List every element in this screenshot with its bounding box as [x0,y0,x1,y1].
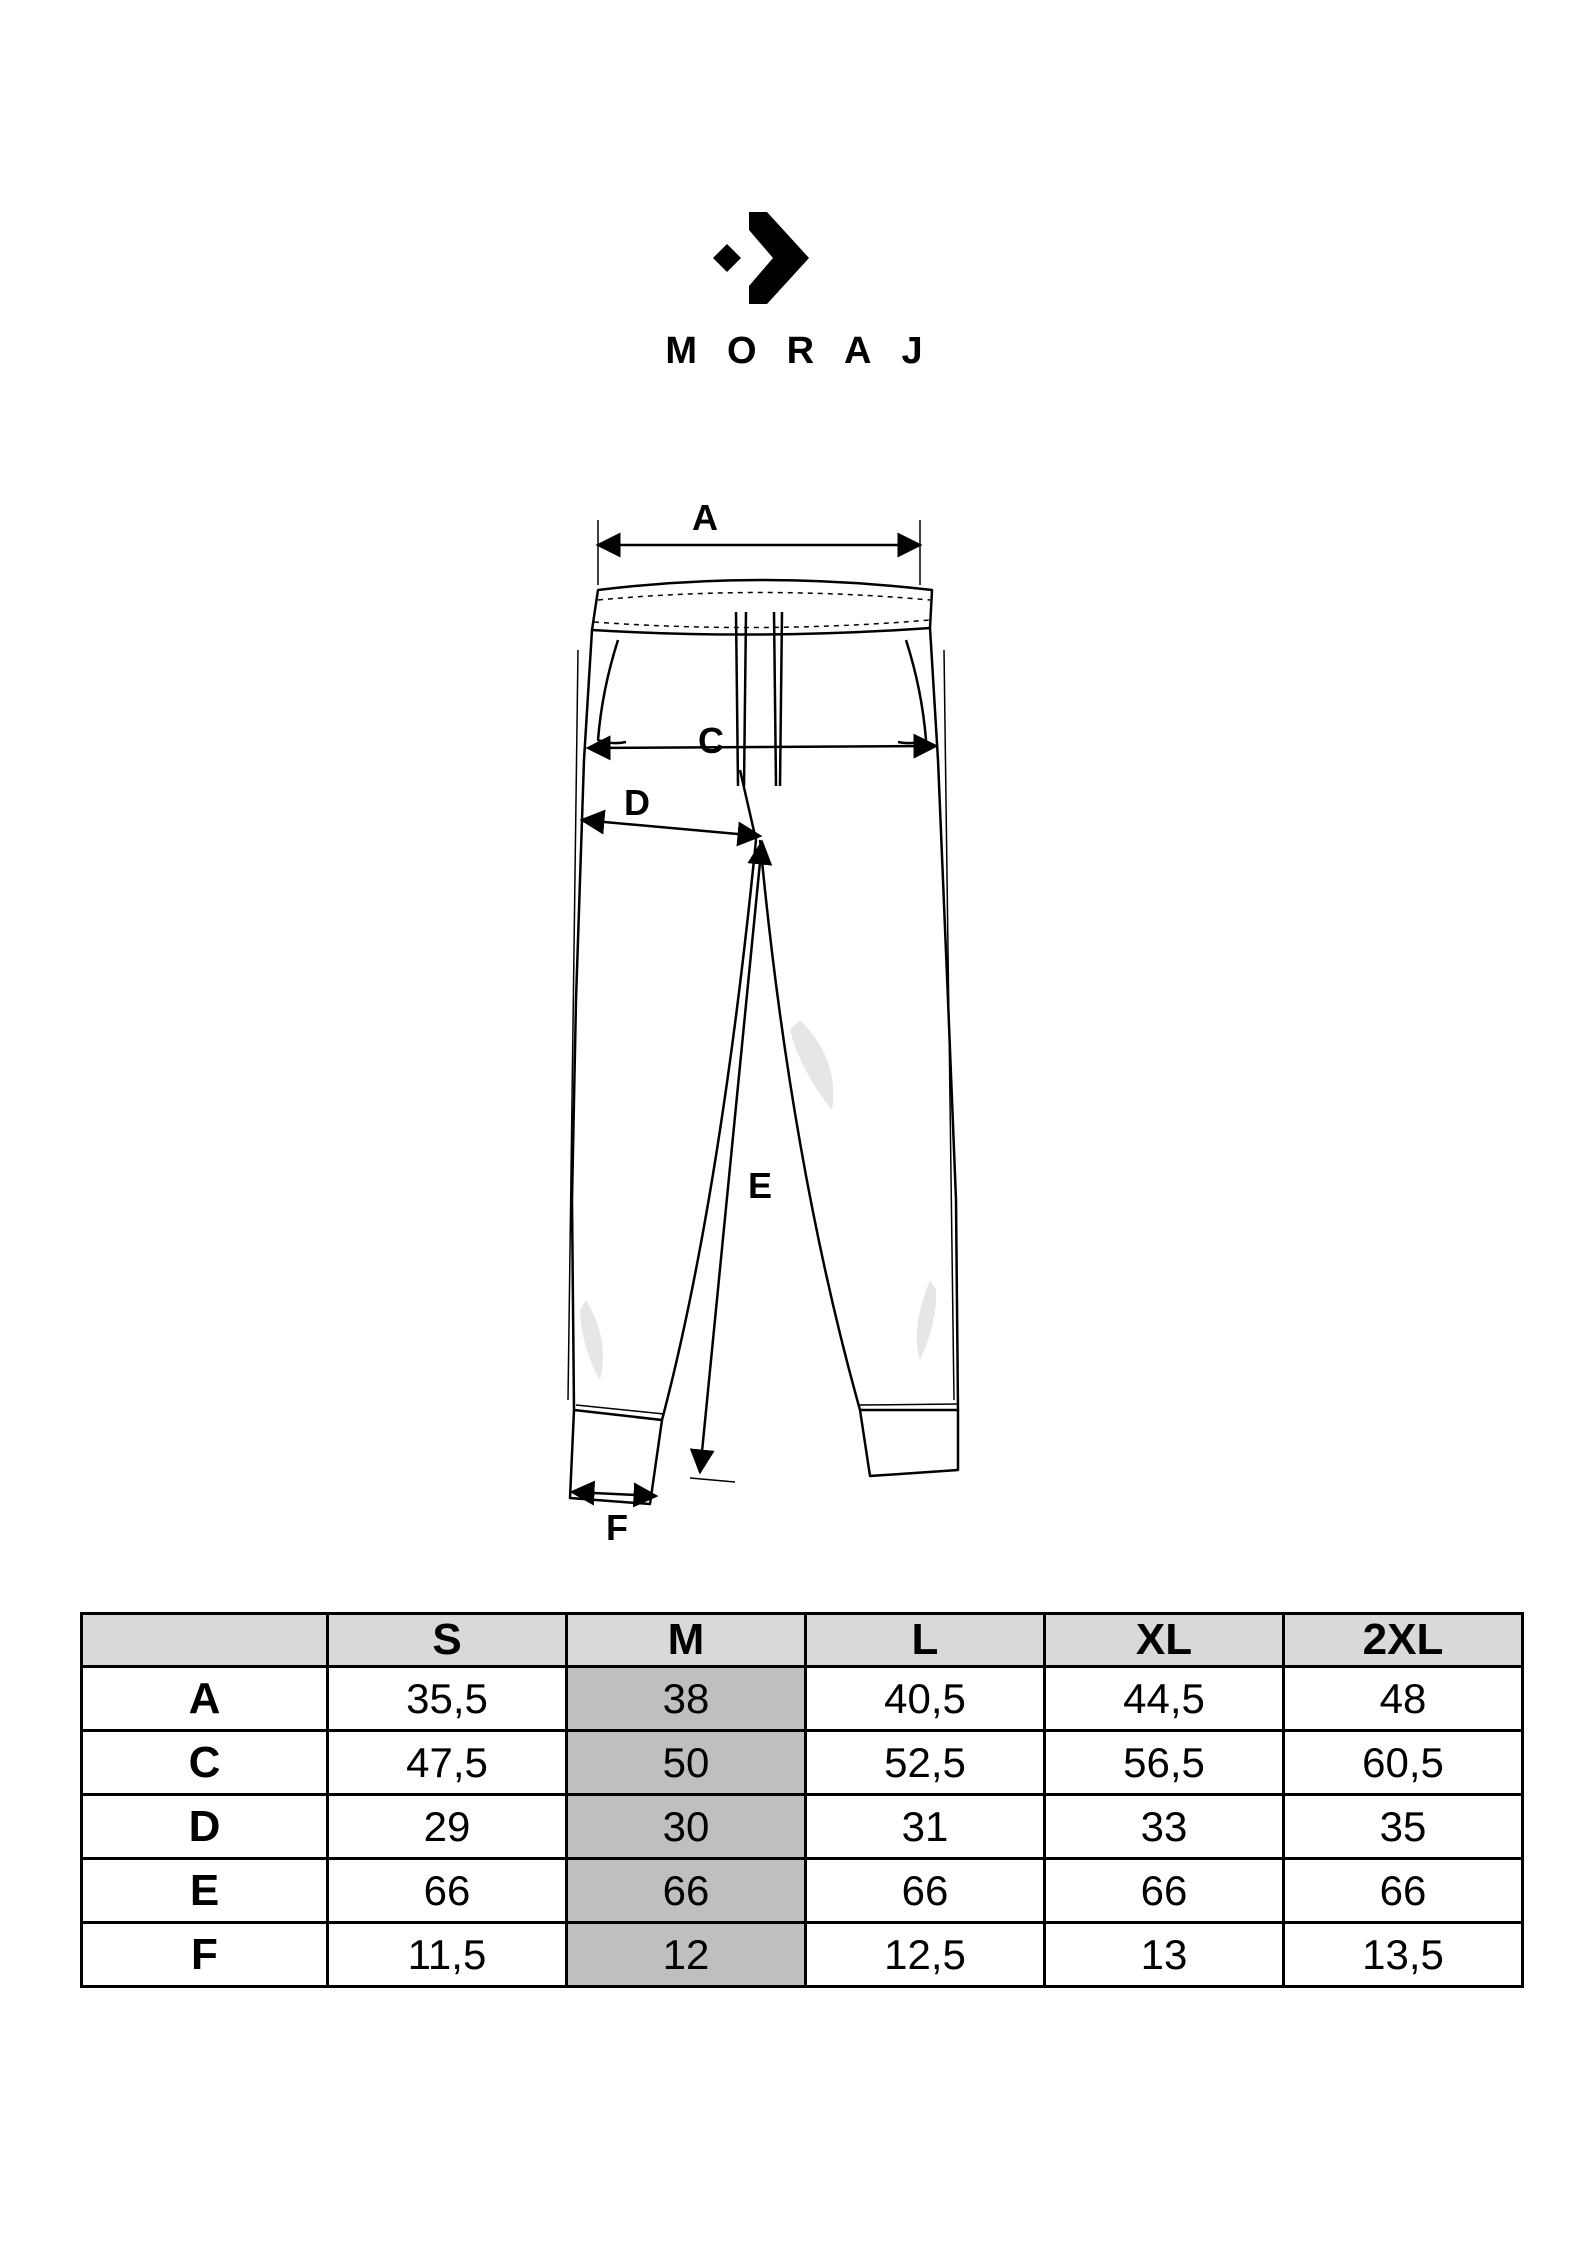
dimension-labels [606,497,772,1548]
row-label: F [82,1923,328,1987]
table-cell: 29 [328,1795,567,1859]
table-cell: 35 [1284,1795,1523,1859]
corner-cell [82,1614,328,1667]
table-cell: 66 [806,1859,1045,1923]
pants-outline [568,580,958,1504]
table-cell: 66 [1284,1859,1523,1923]
table-cell: 66 [1045,1859,1284,1923]
label-f: F [606,1507,628,1548]
table-cell: 38 [567,1667,806,1731]
label-d: D [624,782,650,823]
row-label: A [82,1667,328,1731]
table-cell: 40,5 [806,1667,1045,1731]
table-cell: 52,5 [806,1731,1045,1795]
row-label: C [82,1731,328,1795]
table-cell: 30 [567,1795,806,1859]
table-cell: 11,5 [328,1923,567,1987]
brand-name: MORAJ [665,330,953,372]
table-cell: 56,5 [1045,1731,1284,1795]
table-row [82,1859,1523,1923]
table-cell: 50 [567,1731,806,1795]
size-header-2xl: 2XL [1284,1614,1523,1667]
table-cell: 44,5 [1045,1667,1284,1731]
size-table [80,1612,1524,1988]
dimension-lines [572,520,936,1496]
table-cell: 66 [567,1859,806,1923]
table-cell: 33 [1045,1795,1284,1859]
row-label: D [82,1795,328,1859]
table-cell: 35,5 [328,1667,567,1731]
table-cell: 12 [567,1923,806,1987]
size-header-xl: XL [1045,1614,1284,1667]
size-header-row [82,1614,1523,1667]
label-c: C [698,720,724,761]
size-header-s: S [328,1614,567,1667]
table-cell: 13 [1045,1923,1284,1987]
table-cell: 60,5 [1284,1731,1523,1795]
size-header-l: L [806,1614,1045,1667]
table-cell: 12,5 [806,1923,1045,1987]
label-a: A [692,497,718,538]
table-row [82,1795,1523,1859]
label-e: E [748,1165,773,1206]
table-cell: 66 [328,1859,567,1923]
table-cell: 31 [806,1795,1045,1859]
table-row [82,1923,1523,1987]
table-cell: 47,5 [328,1731,567,1795]
table-row [82,1667,1523,1731]
table-cell: 13,5 [1284,1923,1523,1987]
size-header-m: M [567,1614,806,1667]
table-row [82,1731,1523,1795]
table-cell: 48 [1284,1667,1523,1731]
row-label: E [82,1859,328,1923]
